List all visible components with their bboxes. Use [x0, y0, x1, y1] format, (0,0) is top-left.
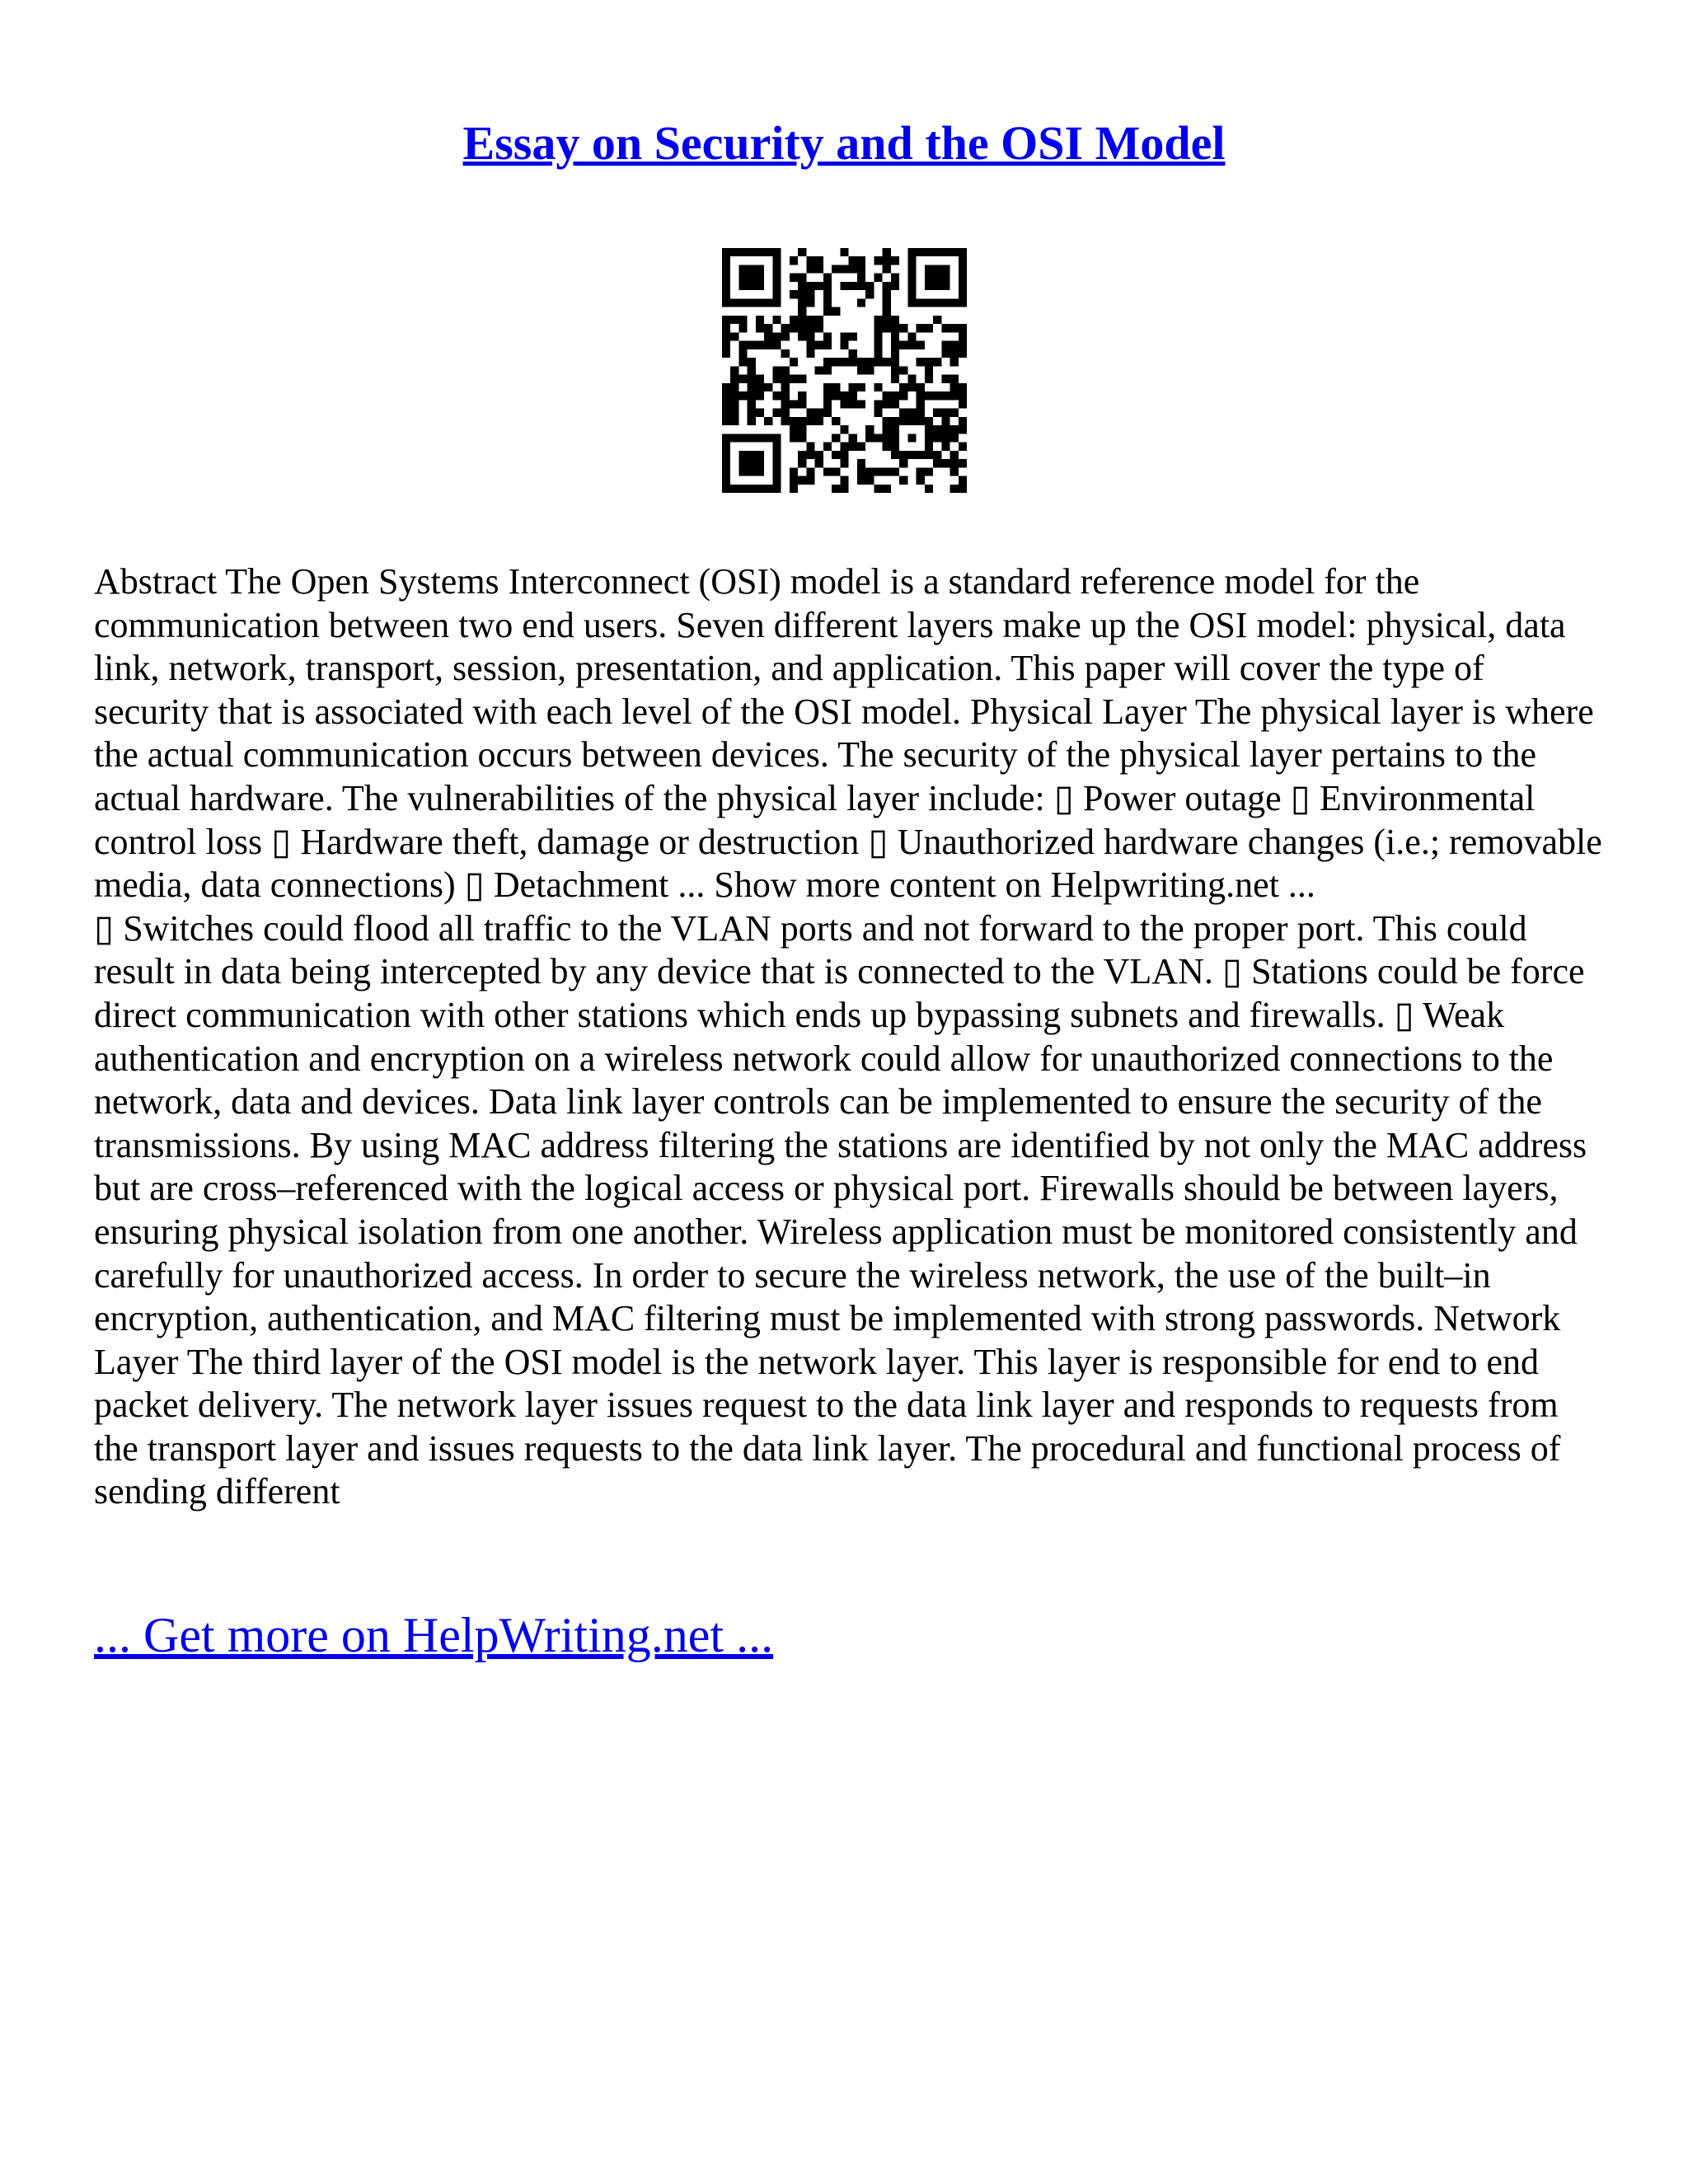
- essay-paragraph: ▯ Switches could flood all traffic to the VLAN ports and not forward to the proper port. This could result in data being intercepted by any device that is connected to the VLAN. ▯ Stations could be force direct communication with other stations which ends up bypassing subnets and firewalls. ▯ Weak authentication and encryption on a wireless network could allow for unauthorized connections to the network, data and devices. Data link layer controls can be implemented to ensure the security of the transmissions. By using MAC address filtering the stations are identified by not only the MAC address but are cross–referenced with the logical access or physical port. Firewalls should be between layers, ensuring physical isolation from one another. Wireless application must be monitored consistently and carefully for unauthorized access. In order to secure the wireless network, the use of the built–in encryption, authentication, and MAC filtering must be implemented with strong passwords. Network Layer The third layer of the OSI model is the network layer. This layer is responsible for end to end packet delivery. The network layer issues request to the data link layer and responds to requests from the transport layer and issues requests to the data link layer. The procedural and functional process of sending different: [94, 907, 1587, 1512]
- qr-code-icon: [722, 248, 967, 493]
- essay-paragraph: Abstract The Open Systems Interconnect (OSI) model is a standard reference model for the communication between two end users. Seven different layers make up the OSI model: physical, data link, network, transport, session, presentation, and application. This paper will cover the type of security that is associated with each level of the OSI model. Physical Layer The physical layer is where the actual communication occurs between devices. The security of the physical layer pertains to the actual hardware. The vulnerabilities of the physical layer include: ▯ Power outage ▯ Environmental control loss ▯ Hardware theft, damage or destruction ▯ Unauthorized hardware changes (i.e.; removable media, data connections) ▯ Detachment ... Show more content on Helpwriting.net ...: [94, 561, 1602, 906]
- get-more-link[interactable]: ... Get more on HelpWriting.net ...: [94, 1608, 774, 1662]
- title-link[interactable]: Essay on Security and the OSI Model: [462, 116, 1226, 170]
- get-more-container: [94, 1607, 773, 1664]
- page-title: [0, 115, 1688, 171]
- essay-body: [94, 560, 1602, 1514]
